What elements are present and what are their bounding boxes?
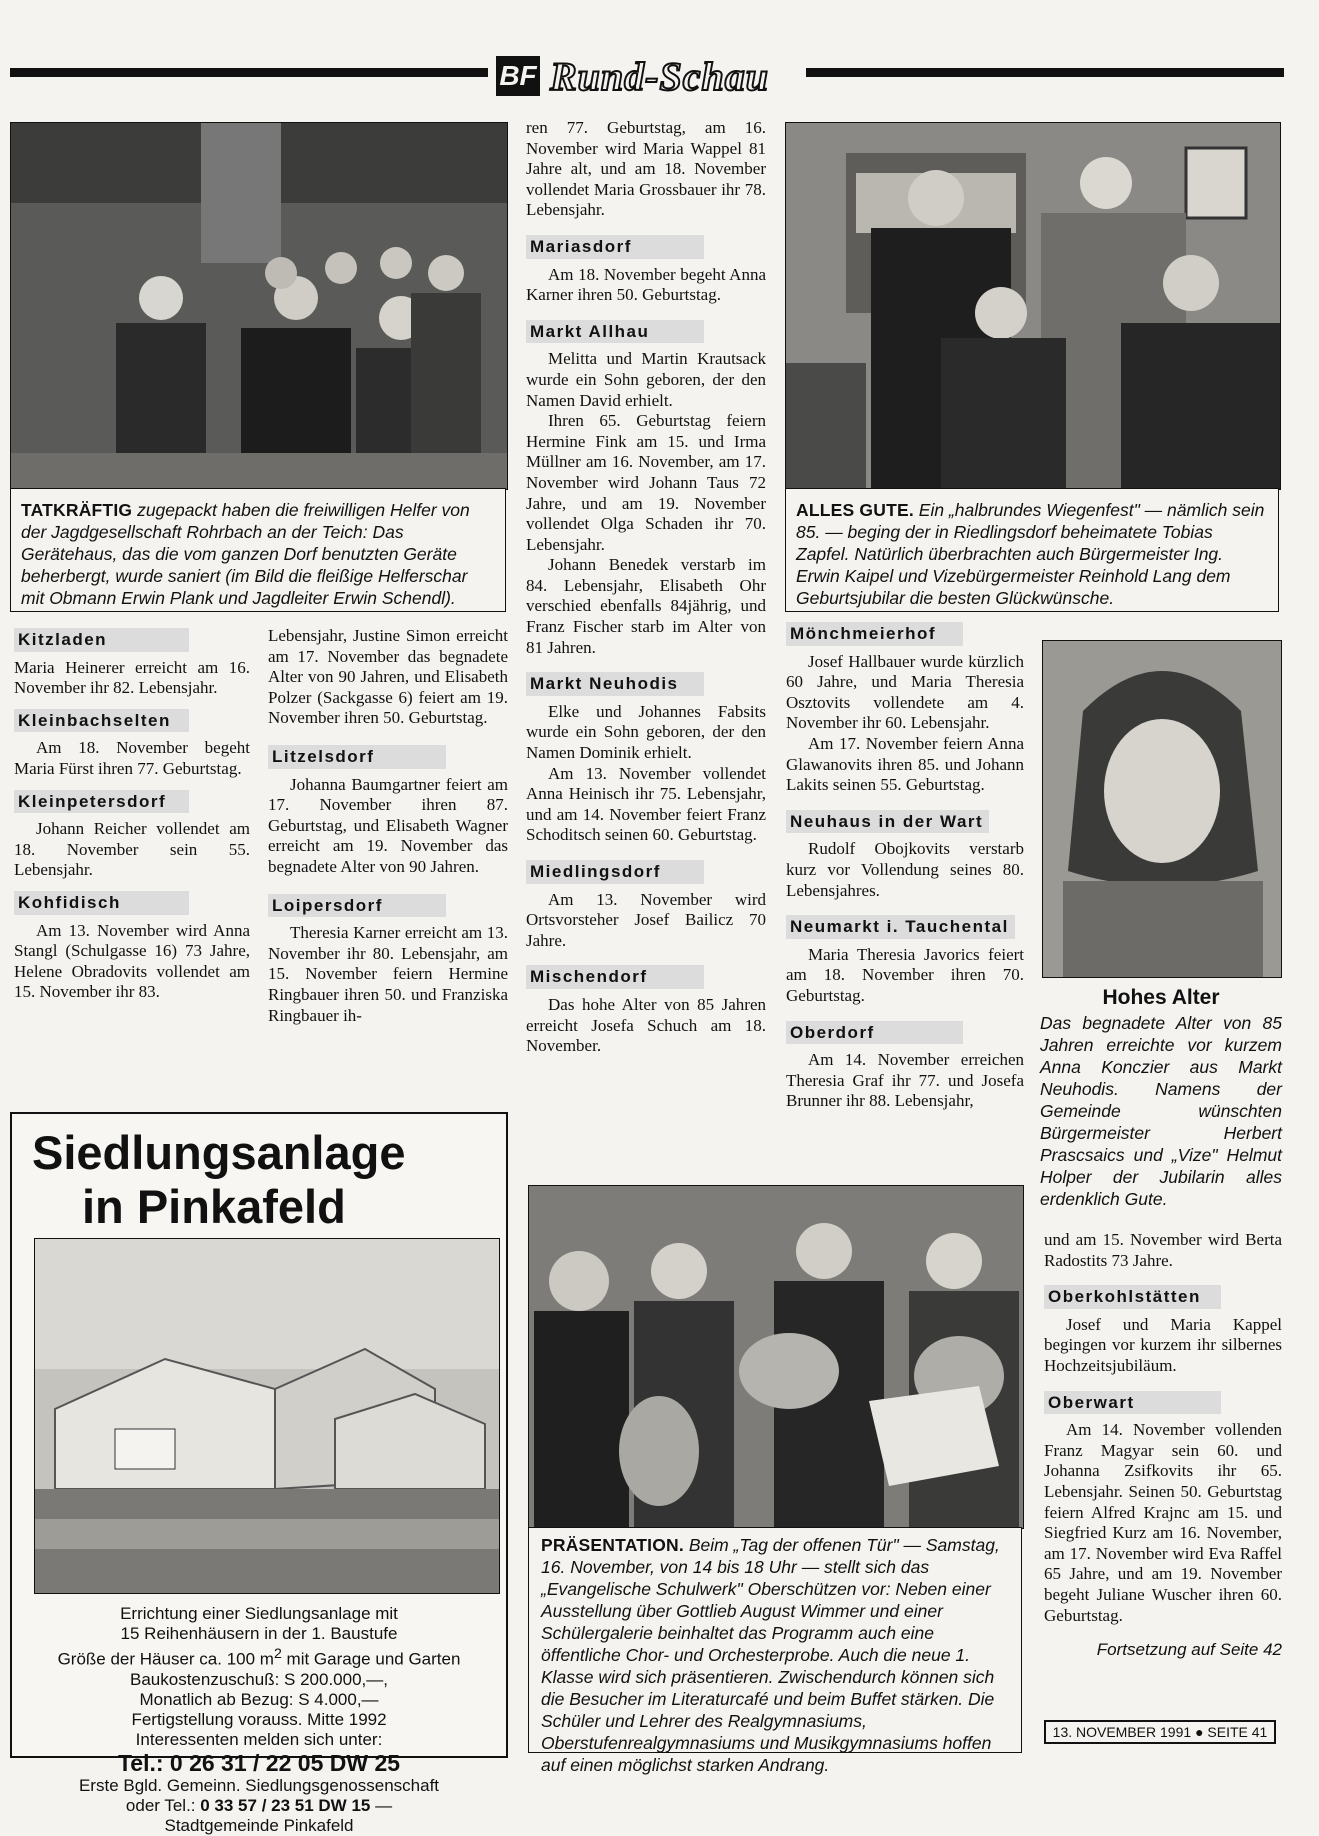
photo-birthday (785, 122, 1281, 490)
heading-kohfidisch: Kohfidisch (14, 891, 189, 915)
text-kohfidisch: Am 13. November wird Anna Stangl (Schulgasse 16) 73 Jahre, Helene Obradovits vollendet am 15. November ihr 83. (14, 920, 250, 1002)
ad-line-5: Monatlich ab Bezug: S 4.000,— (139, 1689, 379, 1709)
text-oberkohlstaetten: Josef und Maria Kappel begingen vor kurzem ihr silbernes Hochzeitsjubiläum. (1044, 1314, 1282, 1375)
heading-markt-allhau: Markt Allhau (526, 320, 704, 344)
caption-birthday-lead: ALLES GUTE. (796, 500, 914, 520)
ad-title-line-1: Siedlungsanlage (32, 1126, 406, 1179)
ad-line-2: 15 Reihenhäusern in der 1. Baustufe (120, 1624, 398, 1643)
masthead-title: Rund-Schau (550, 53, 769, 99)
photo-helpers (10, 122, 508, 490)
caption-birthday-text: Ein „halbrundes Wiegenfest" — nämlich sein 85. — beging der in Riedlingsdorf beheimatete Tobias Zapfel. Natürlich überbrachten auch Bürgermeister Ing. Erwin Kaipel und Vizebürgermeister Reinhold Lang dem Geburtsjubilar die besten Glückwünsche. (796, 500, 1265, 608)
caption-helpers-lead: TATKRÄFTIG (21, 500, 133, 520)
photo-portrait-image (1043, 641, 1281, 977)
heading-mischendorf: Mischendorf (526, 965, 704, 989)
text-kitzladen: Maria Heinerer erreicht am 16. November ihr 82. Lebensjahr. (14, 657, 250, 698)
column-1 (14, 618, 250, 1003)
ad-line-9c: — (370, 1795, 393, 1815)
heading-loipersdorf: Loipersdorf (268, 894, 446, 918)
caption-portrait-text: Das begnadete Alter von 85 Jahren erreichte vor kurzem Anna Konczier aus Markt Neuhodis. Namens der Gemeinde wünschten Bürgermeister Herbert Prascsaics und „Vize" Helmut Holper der Jubilarin alles erdenklich Gute. (1040, 1013, 1282, 1209)
column-2 (268, 626, 508, 1026)
footer-page: SEITE 41 (1207, 1724, 1268, 1740)
text-neuhaus: Rudolf Obojkovits verstarb kurz vor Vollendung seines 80. Lebensjahres. (786, 839, 1024, 900)
text-moenchmeierhof-2: Am 17. November feiern Anna Glawanovits ihren 85. und Johann Lakits seinen 55. Geburtstag. (786, 733, 1024, 795)
column-4 (786, 622, 1024, 1112)
heading-oberdorf: Oberdorf (786, 1021, 963, 1045)
ad-photo-image (35, 1239, 499, 1593)
caption-helpers-text: zugepackt haben die freiwilligen Helfer von der Jagdgesellschaft Rohrbach an der Teich: Das Gerätehaus, das die vom ganzen Dorf benutzten Geräte beherbergt, wurde saniert (im Bild die fleißige Helferschar mit Obmann Erwin Plank und Jagdleiter Erwin Schendl). (21, 500, 470, 608)
text-miedlingsdorf: Am 13. November wird Ortsvorsteher Josef Bailicz 70 Jahre. (526, 889, 766, 950)
column-3 (526, 118, 766, 1057)
heading-kitzladen: Kitzladen (14, 628, 189, 652)
masthead-rule-right (806, 68, 1284, 77)
heading-mariasdorf: Mariasdorf (526, 235, 704, 259)
heading-litzelsdorf: Litzelsdorf (268, 745, 446, 769)
text-moenchmeierhof-1: Josef Hallbauer wurde kürzlich 60 Jahre, und Maria Theresia Osztovits vollendete am 4. November ihr 60. Lebensjahr. (786, 651, 1024, 733)
text-markt-allhau-1: Melitta und Martin Krautsack wurde ein Sohn geboren, der den Namen David erhielt. (526, 349, 766, 410)
text-markt-allhau-2: Ihren 65. Geburtstag feiern Hermine Fink am 15. und Irma Müllner am 16. November, am 17. November wird Johann Taus 72 Jahre, und am 19. November vollendet Olga Schaden ihr 70. Lebensjahr. (526, 411, 766, 554)
text-neumarkt: Maria Theresia Javorics feiert am 18. November ihren 70. Geburtstag. (786, 944, 1024, 1005)
continuation-note: Fortsetzung auf Seite 42 (1096, 1640, 1282, 1660)
heading-moenchmeierhof: Mönchmeierhof (786, 622, 963, 646)
ad-line-1: Errichtung einer Siedlungsanlage mit (120, 1604, 398, 1623)
caption-presentation-text: Beim „Tag der offenen Tür" — Samstag, 16. November, von 14 bis 18 Uhr — stellt sich das „Evangelische Schulwerk" Oberschützen vor: Neben einer Ausstellung über Gottlieb August Wimmer und einer Schülergalerie beinhaltet das Programm auch eine öffentliche Chor- und Orchesterprobe. Auch die neue 1. Klasse wird sich präsentieren. Zwischendurch können sich die Besucher im Literaturcafé und beim Buffet stärken. Die Schüler und Lehrer des Realgymnasiums, Oberstufenrealgymnasiums und Musikgymnasiums hoffen auf einen möglichst starken Andrang. (541, 1535, 1000, 1775)
footer-date: 13. NOVEMBER 1991 (1052, 1724, 1192, 1740)
masthead-logo: BF (496, 56, 540, 96)
text-kleinpetersdorf: Johann Reicher vollendet am 18. November sein 55. Lebensjahr. (14, 819, 250, 880)
ad-details (12, 1604, 506, 1836)
caption-portrait-title: Hohes Alter (1102, 986, 1220, 1009)
ad-telephone: Tel.: 0 26 31 / 22 05 DW 25 (117, 1749, 401, 1776)
ad-line-4: Baukostenzuschuß: S 200.000,—, (130, 1669, 388, 1689)
heading-neuhaus: Neuhaus in der Wart (786, 810, 989, 834)
heading-neumarkt: Neumarkt i. Tauchental (786, 915, 1015, 939)
heading-miedlingsdorf: Miedlingsdorf (526, 860, 704, 884)
ad-line-3b: mit Garage und Garten (281, 1649, 461, 1669)
text-col2-continued: Lebensjahr, Justine Simon erreicht am 17. November das begnadete Alter von 90 Jahren, und Elisabeth Polzer (Sackgasse 6) feiert am 19. November ihren 50. Geburtstag. (268, 626, 508, 728)
caption-presentation (528, 1527, 1022, 1775)
caption-presentation-lead: PRÄSENTATION. (541, 1535, 684, 1555)
text-oberwart: Am 14. November vollenden Franz Magyar sein 60. und Johanna Zsifkovits ihr 65. Lebensjahr. Seinen 50. Geburtstag feiern Alfred Krajnc am 15. und Siegfried Kurz am 16. November, am 17. November wird Eva Raffel 65 Jahre, und am 19. November begeht Juliane Wuscher ihren 60. Geburtstag. (1044, 1420, 1282, 1625)
ad-line-6: Fertigstellung vorauss. Mitte 1992 (131, 1709, 387, 1729)
ad-photo (34, 1238, 500, 1594)
text-kleinbachselten: Am 18. November begeht Maria Fürst ihren 77. Geburtstag. (14, 738, 250, 778)
text-litzelsdorf: Johanna Baumgartner feiert am 17. November ihren 87. Geburtstag, und Elisabeth Wagner erreicht am 19. November das begnadete Alter von 90 Jahren. (268, 774, 508, 876)
text-col3-continued: ren 77. Geburtstag, am 16. November wird Maria Wappel 81 Jahre alt, und am 18. November vollendet Maria Grossbauer ihr 78. Lebensjahr. (526, 118, 766, 220)
text-col5-continued: und am 15. November wird Berta Radostits 73 Jahre. (1044, 1230, 1282, 1270)
text-markt-allhau-3: Johann Benedek verstarb im 84. Lebensjahr, Elisabeth Ohr verschied ebenfalls 84jährig, und Franz Fischer starb im Alter von 81 Jahren. (526, 555, 766, 657)
heading-oberkohlstaetten: Oberkohlstätten (1044, 1285, 1221, 1309)
masthead-rule-left (10, 68, 488, 77)
heading-kleinbachselten: Kleinbachselten (14, 709, 189, 733)
caption-portrait (1040, 984, 1282, 1210)
ad-line-9a: oder Tel.: (125, 1795, 201, 1815)
caption-helpers (10, 488, 506, 612)
heading-kleinpetersdorf: Kleinpetersdorf (14, 790, 189, 814)
photo-birthday-image (786, 123, 1280, 489)
text-markt-neuhodis-1: Elke und Johannes Fabsits wurde ein Sohn geboren, der den Namen Dominik erhielt. (526, 701, 766, 763)
heading-oberwart: Oberwart (1044, 1391, 1221, 1415)
text-markt-neuhodis-2: Am 13. November vollendet Anna Heinisch ihr 75. Lebensjahr, und am 14. November feiert Franz Schoditsch seinen 60. Geburtstag. (526, 763, 766, 845)
photo-presentation-image (529, 1186, 1023, 1528)
footer-bullet: ● (1195, 1724, 1204, 1740)
text-mischendorf: Das hohe Alter von 85 Jahren erreicht Josefa Schuch am 18. November. (526, 994, 766, 1056)
ad-line-3a: Größe der Häuser ca. 100 m (57, 1649, 274, 1669)
ad-title-line-2: in Pinkafeld (82, 1180, 346, 1233)
text-oberdorf: Am 14. November erreichen Theresia Graf ihr 77. und Josefa Brunner ihr 88. Lebensjahr, (786, 1050, 1024, 1111)
caption-birthday (785, 488, 1279, 612)
text-mariasdorf: Am 18. November begeht Anna Karner ihren 50. Geburtstag. (526, 264, 766, 305)
ad-siedlungsanlage (10, 1112, 508, 1835)
masthead (496, 52, 796, 100)
page-footer (1044, 1720, 1276, 1744)
ad-line-10: Stadtgemeinde Pinkafeld (164, 1815, 354, 1835)
ad-line-8: Erste Bgld. Gemeinn. Siedlungsgenossenschaft (78, 1775, 440, 1795)
text-loipersdorf: Theresia Karner erreicht am 13. November ihr 80. Lebensjahr, am 15. November feiern Hermine Ringbauer ihren 50. und Franziska Ringbauer ih- (268, 923, 508, 1025)
ad-line-3 (12, 1644, 506, 1670)
photo-helpers-image (11, 123, 507, 489)
ad-line-9b: 0 33 57 / 23 51 DW 15 (200, 1795, 371, 1815)
ad-title (32, 1126, 502, 1234)
column-5 (1044, 1230, 1282, 1661)
photo-portrait (1042, 640, 1282, 978)
ad-line-3-sup: 2 (273, 1646, 282, 1662)
heading-markt-neuhodis: Markt Neuhodis (526, 672, 704, 696)
ad-line-9 (12, 1796, 506, 1816)
ad-line-7: Interessenten melden sich unter: (135, 1729, 383, 1749)
photo-presentation (528, 1185, 1024, 1529)
